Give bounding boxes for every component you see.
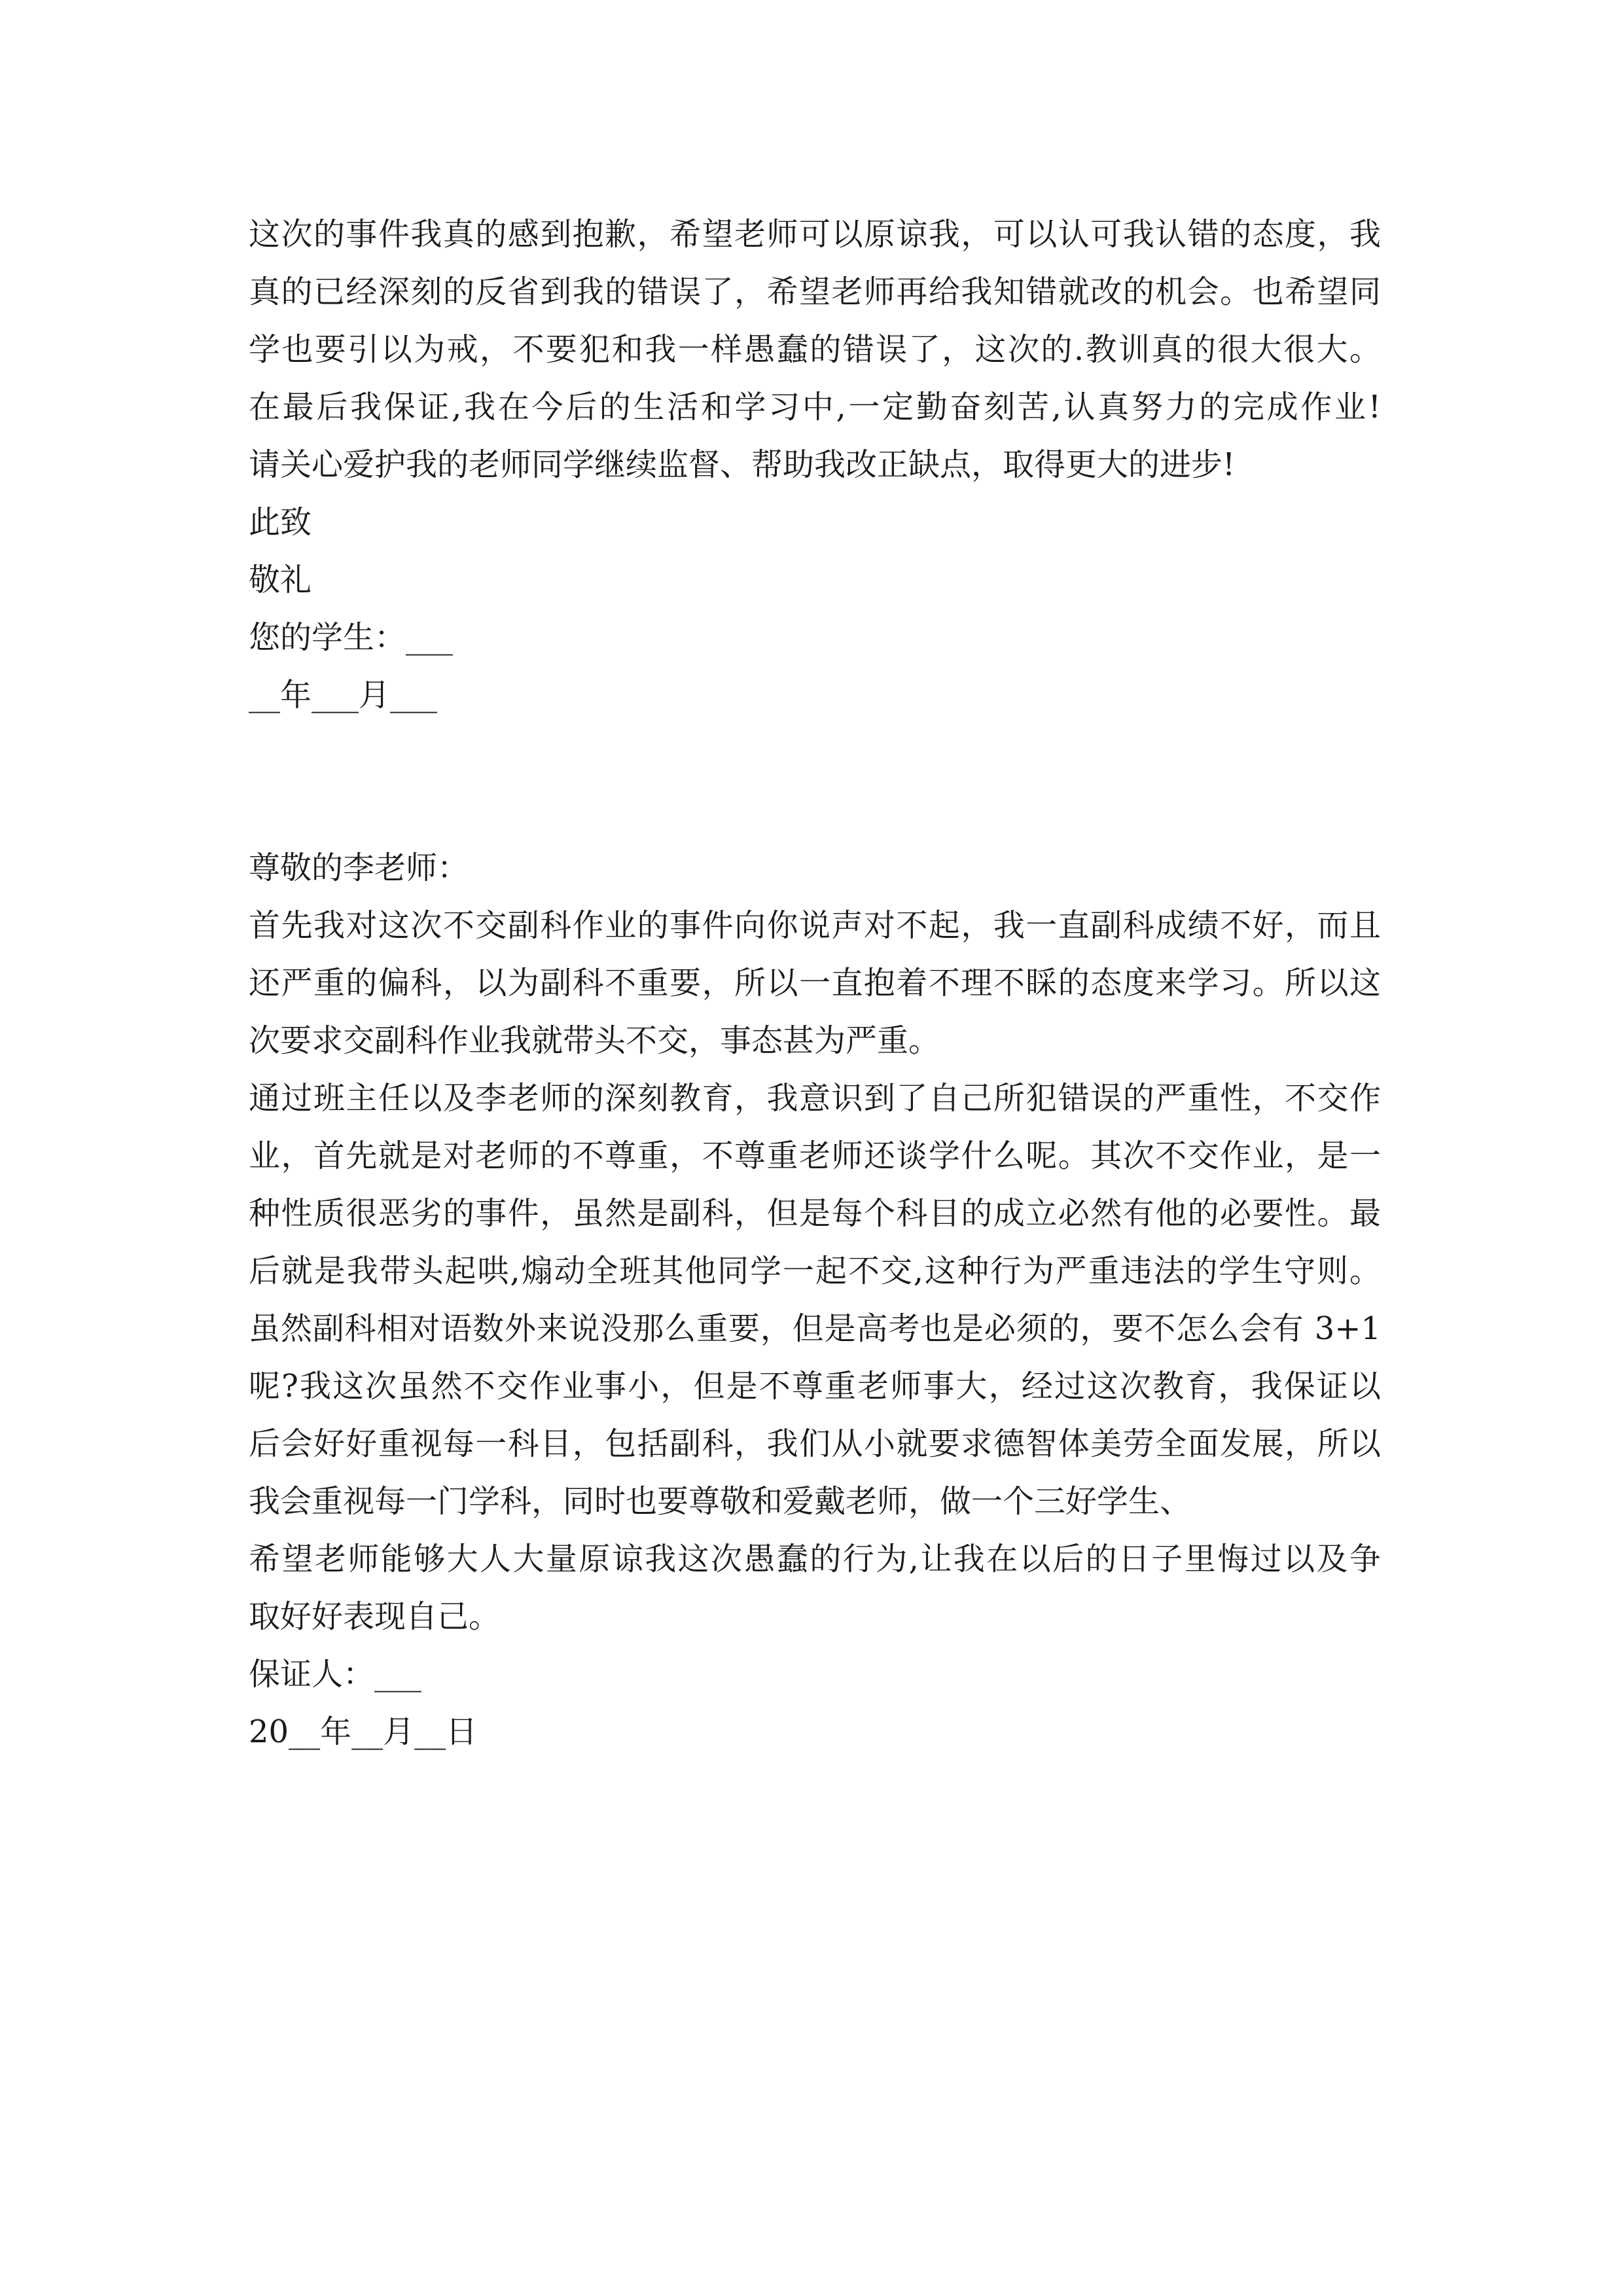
- letter-apology-ending: [249, 206, 1381, 724]
- salutation: 尊敬的李老师：: [249, 850, 469, 886]
- letter1-paragraph: [249, 206, 1381, 493]
- signature-date: __年___月___: [249, 677, 438, 713]
- text-line: 我会重视每一门学科，同时也要尊敬和爱戴老师，做一个三好学生、: [249, 1483, 1192, 1520]
- text-line: 后会好好重视每一科目，包括副科，我们从小就要求德智体美劳全面发展，所以: [249, 1426, 1381, 1462]
- text-line: 通过班主任以及李老师的深刻教育，我意识到了自己所犯错误的严重性，不交作: [249, 1080, 1381, 1117]
- signature-date: 20__年__月__日: [249, 1713, 478, 1750]
- text-line: 请关心爱护我的老师同学继续监督、帮助我改正缺点，取得更大的进步!: [249, 446, 1236, 483]
- letter2-paragraph-3: [249, 1530, 1381, 1645]
- text-line: 学也要引以为戒，不要犯和我一样愚蠢的错误了，这次的.教训真的很大很大。: [249, 331, 1381, 368]
- text-line: 真的已经深刻的反省到我的错误了，希望老师再给我知错就改的机会。也希望同: [249, 274, 1381, 310]
- letter2-paragraph-2: [249, 1069, 1381, 1530]
- closing-line-1: 此致: [249, 504, 312, 541]
- text-line: 业，首先就是对老师的不尊重，不尊重老师还谈学什么呢。其次不交作业，是一: [249, 1138, 1381, 1174]
- text-line: 虽然副科相对语数外来说没那么重要，但是高考也是必须的，要不怎么会有 3+1: [249, 1310, 1381, 1347]
- text-line: 种性质很恶劣的事件，虽然是副科，但是每个科目的成立必然有他的必要性。最: [249, 1195, 1381, 1232]
- text-line: 还严重的偏科，以为副科不重要，所以一直抱着不理不睬的态度来学习。所以这: [249, 965, 1381, 1001]
- text-line: 呢?我这次虽然不交作业事小，但是不尊重老师事大，经过这次教育，我保证以: [249, 1368, 1381, 1405]
- text-line: 次要求交副科作业我就带头不交，事态甚为严重。: [249, 1022, 940, 1059]
- text-line: 取好好表现自己。: [249, 1598, 501, 1635]
- text-line: 希望老师能够大人大量原谅我这次愚蠢的行为,让我在以后的日子里悔过以及争: [249, 1541, 1381, 1577]
- text-line: 这次的事件我真的感到抱歉，希望老师可以原谅我，可以认可我认错的态度，我: [249, 216, 1381, 253]
- text-line: 首先我对这次不交副科作业的事件向你说声对不起，我一直副科成绩不好，而且: [249, 907, 1381, 944]
- letter-guarantee: [249, 839, 1381, 1761]
- closing-line-2: 敬礼: [249, 562, 312, 598]
- letter2-paragraph-1: [249, 897, 1381, 1069]
- guarantor-signature: 保证人：___: [249, 1656, 422, 1693]
- text-line: 后就是我带头起哄,煽动全班其他同学一起不交,这种行为严重违法的学生守则。: [249, 1253, 1381, 1289]
- student-signature: 您的学生：___: [249, 619, 454, 656]
- text-line: 在最后我保证,我在今后的生活和学习中,一定勤奋刻苦,认真努力的完成作业!: [249, 389, 1381, 425]
